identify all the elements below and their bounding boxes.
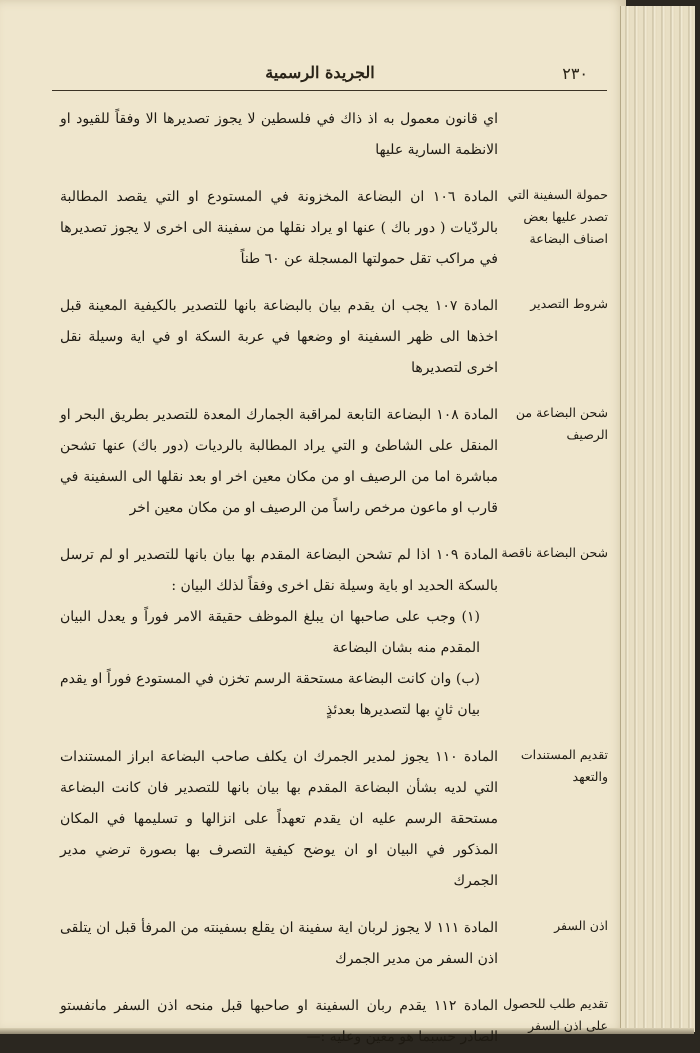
article-107 xyxy=(60,291,608,384)
article-110 xyxy=(60,742,608,897)
article-text: المادة ١٠٩ اذا لم تشحن البضاعة المقدم بها بيان بانها للتصدير او لم ترسل بالسكة الحديد او باية وسيلة نقل اخرى وفقاً لذلك البيان : xyxy=(60,547,498,594)
article-108 xyxy=(60,400,608,524)
subclause-1: (١) وجب على صاحبها ان يبلغ الموظف حقيقة الامر فوراً و يعدل البيان المقدم منه بشان البضاعة xyxy=(60,609,480,656)
article-text: المادة ١١١ لا يجوز لربان اية سفينة ان يقلع بسفينته من المرفأ قبل ان يتلقى اذن السفر من مدير الجمرك xyxy=(60,920,498,967)
journal-title: الجريدة الرسمية xyxy=(265,63,375,82)
side-heading: شروط التصدير xyxy=(530,296,608,311)
article-112 xyxy=(60,991,608,1053)
page-content xyxy=(60,104,608,1053)
side-heading: شحن البضاعة ناقصة xyxy=(501,545,608,560)
article-text: المادة ١٠٦ ان البضاعة المخزونة في المستودع او التي يقصد المطالبة بالردّيات ( دور باك ) عنها او يراد نقلها من سفينة الى اخرى لا يجوز تصديرها في مراكب تقل حمولتها المسجلة عن ٦٠ طناً xyxy=(60,189,498,267)
article-text: المادة ١٠٨ البضاعة التابعة لمراقبة الجمارك المعدة للتصدير بطريق البحر او المنقل على الشاطئ و التي يراد المطالبة بالرديات (دور باك) عنها تشحن مباشرة اما من الرصيف او من مكان معين اخر او بعد نقلها الى السفينة في قارب او ماعون مرخص راساً من الرصيف او من مكان معين اخر xyxy=(60,407,498,516)
intro-paragraph xyxy=(60,104,608,166)
article-text: المادة ١١٢ يقدم ربان السفينة او صاحبها قبل منحه اذن السفر مانفستو الصادر حسبما هو معين وعليه :— xyxy=(60,998,498,1045)
side-heading: شحن البضاعة من الرصيف xyxy=(515,405,608,442)
article-text: المادة ١٠٧ يجب ان يقدم بيان بالبضاعة بانها للتصدير بالكيفية المعينة قبل اخذها الى ظهر السفينة او وضعها في عربة السكة او في اية وسيلة نقل اخرى لتصديرها xyxy=(60,298,498,376)
article-111 xyxy=(60,913,608,975)
article-106 xyxy=(60,182,608,275)
intro-text: اي قانون معمول به اذ ذاك في فلسطين لا يجوز تصديرها الا وفقاً للقيود او الانظمة السارية عليها xyxy=(60,111,498,158)
side-heading: تقديم المستندات والتعهد xyxy=(520,747,608,784)
article-109 xyxy=(60,540,608,726)
page-number: ٢٣٠ xyxy=(562,64,588,83)
side-heading: تقديم طلب للحصول على اذن السفر xyxy=(503,996,608,1033)
header-rule xyxy=(52,90,607,91)
subclause-b: (ب) وان كانت البضاعة مستحقة الرسم تخزن في المستودع فوراً او يقدم بيان ثانٍ بها لتصديرها بعدئذٍ xyxy=(60,671,480,718)
page-header xyxy=(40,60,600,88)
side-heading: اذن السفر xyxy=(554,918,608,933)
article-text: المادة ١١٠ يجوز لمدير الجمرك ان يكلف صاحب البضاعة ابراز المستندات التي لديه بشأن البضاعة المقدم بها بيان بانها للتصدير فان كانت البضاعة مستحقة الرسم عليه ان يقدم تعهداً على انزالها و تسليمها في المكان المذكور في البيان او ان يوضح كيفية التصرف بها بصورة ترضي مدير الجمرك xyxy=(60,749,498,889)
page-edges xyxy=(620,6,695,1032)
side-heading: حمولة السفينة التي تصدر عليها بعض اصناف البضاعة xyxy=(507,187,608,246)
